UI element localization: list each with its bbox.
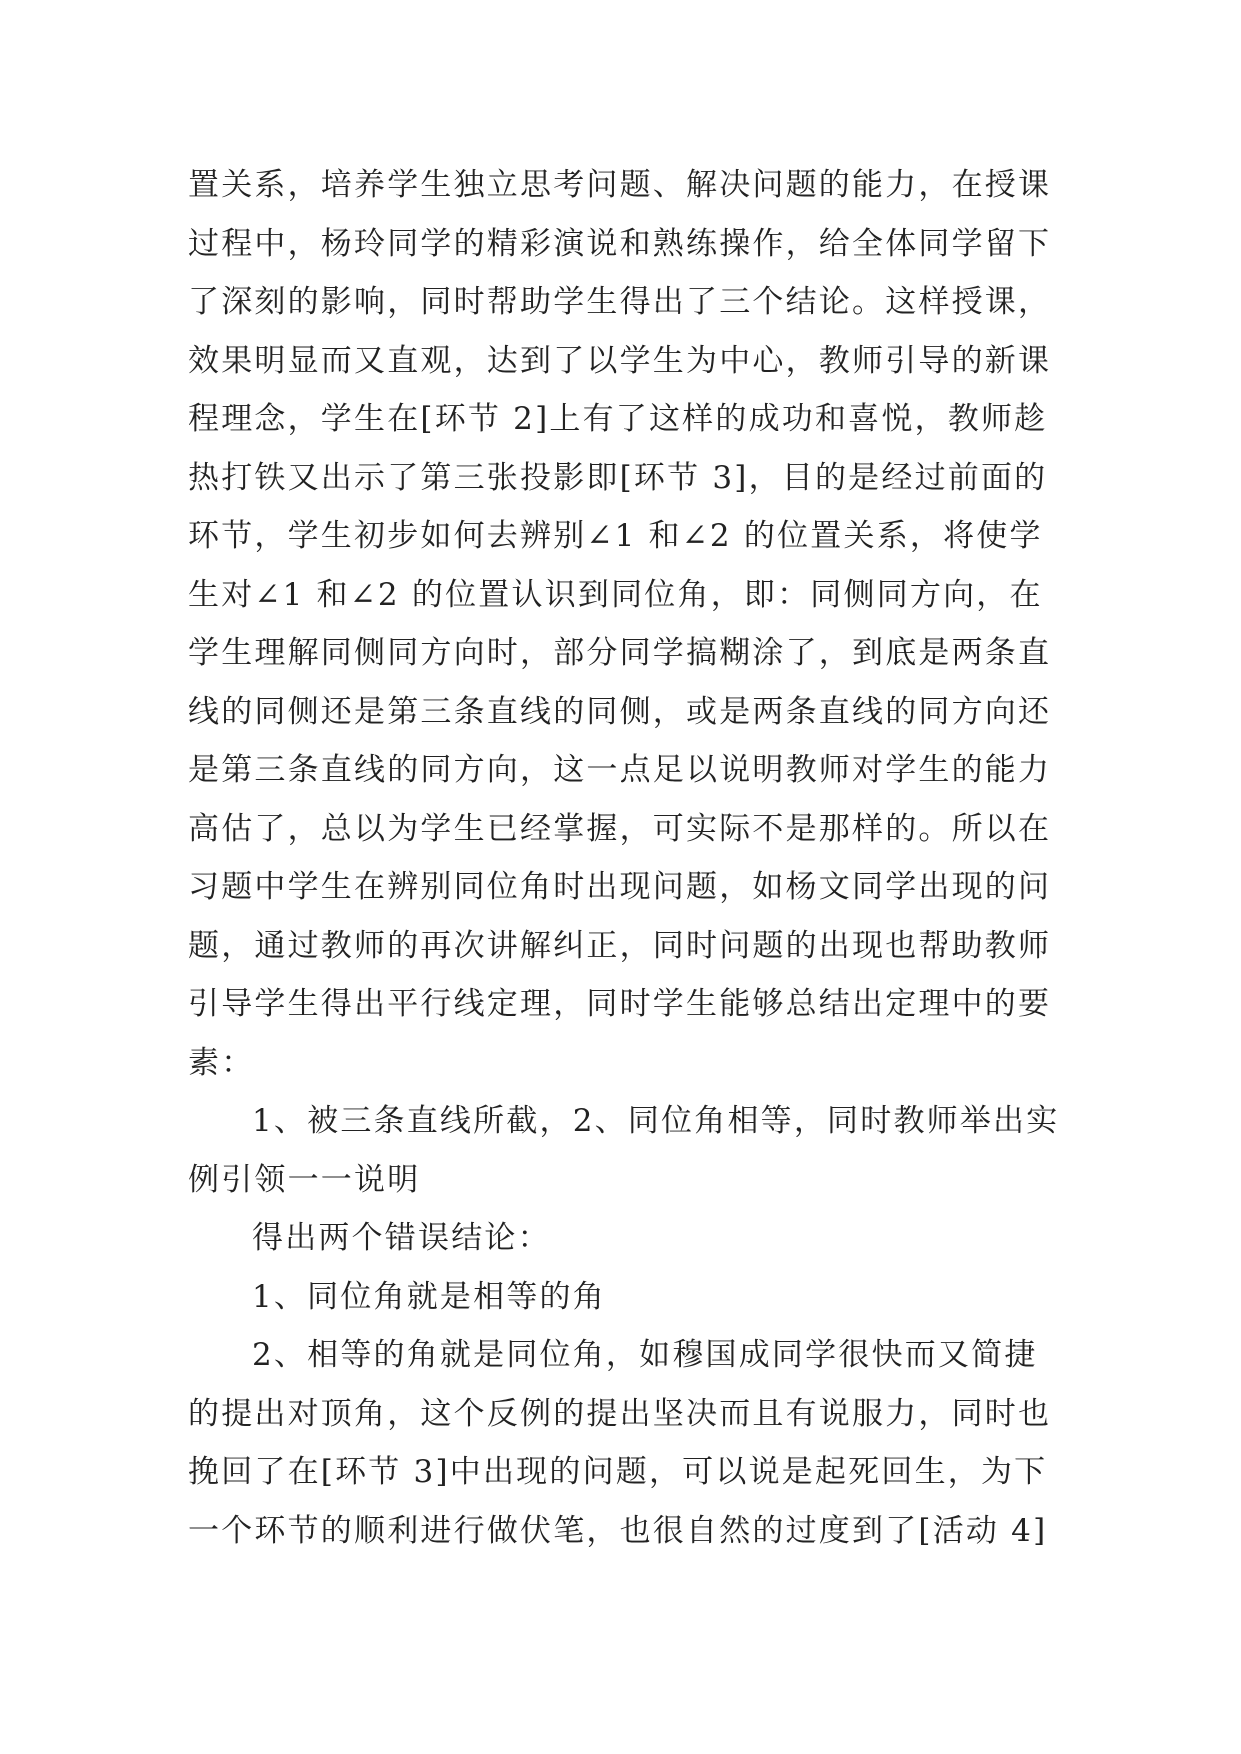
text-line-indented: 得出两个错误结论：: [252, 1220, 551, 1256]
text-line: 引导学生得出平行线定理，同时学生能够总结出定理中的要: [188, 986, 1052, 1022]
text-line: 效果明显而又直观，达到了以学生为中心，教师引导的新课: [188, 342, 1052, 379]
text-line: 热打铁又出示了第三张投影即[环节 3]，目的是经过前面的: [188, 459, 1048, 496]
text-line: 置关系，培养学生独立思考问题、解决问题的能力，在授课: [188, 167, 1052, 203]
text-line: 学生理解同侧同方向时，部分同学搞糊涂了，到底是两条直: [188, 635, 1052, 671]
text-line: 习题中学生在辨别同位角时出现问题，如杨文同学出现的问: [188, 869, 1052, 905]
text-line: 素：: [188, 1044, 255, 1081]
text-line: 的提出对顶角，这个反例的提出坚决而且有说服力，同时也: [188, 1395, 1052, 1432]
text-line-indented: 1、同位角就是相等的角: [252, 1278, 606, 1315]
text-line: 一个环节的顺利进行做伏笔，也很自然的过度到了[活动 4]: [188, 1512, 1048, 1549]
body-text: [188, 156, 1068, 1560]
text-line: 高估了，总以为学生已经掌握，可实际不是那样的。所以在: [188, 810, 1052, 847]
text-line-indented: 1、被三条直线所截，2、同位角相等，同时教师举出实: [252, 1103, 1060, 1139]
text-line: 线的同侧还是第三条直线的同侧，或是两条直线的同方向还: [188, 693, 1052, 730]
text-line: 生对∠1 和∠2 的位置认识到同位角，即：同侧同方向，在: [188, 576, 1043, 613]
text-line: 程理念，学生在[环节 2]上有了这样的成功和喜悦，教师趁: [188, 401, 1048, 437]
text-line: 例引领一一说明: [188, 1161, 421, 1198]
text-line: 过程中，杨玲同学的精彩演说和熟练操作，给全体同学留下: [188, 225, 1052, 262]
text-line: 是第三条直线的同方向，这一点足以说明教师对学生的能力: [188, 752, 1052, 788]
text-line: 挽回了在[环节 3]中出现的问题，可以说是起死回生，为下: [188, 1454, 1048, 1490]
text-line: 了深刻的影响，同时帮助学生得出了三个结论。这样授课，: [188, 284, 1052, 320]
text-line: 题，通过教师的再次讲解纠正，同时问题的出现也帮助教师: [188, 927, 1052, 964]
text-line-indented: 2、相等的角就是同位角，如穆国成同学很快而又简捷: [252, 1337, 1038, 1373]
text-line: 环节，学生初步如何去辨别∠1 和∠2 的位置关系，将使学: [188, 518, 1043, 554]
